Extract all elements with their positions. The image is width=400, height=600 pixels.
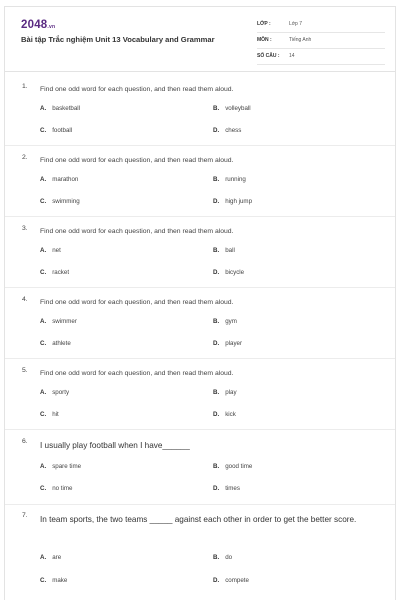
option-text: football bbox=[52, 127, 73, 134]
option-text: spare time bbox=[52, 463, 82, 470]
meta-row-class bbox=[257, 19, 385, 33]
worksheet-meta bbox=[257, 19, 385, 67]
question-text: Find one odd word for each question, and then read them aloud. bbox=[40, 228, 234, 235]
question-text: Find one odd word for each question, and then read them aloud. bbox=[40, 86, 234, 93]
question-divider bbox=[5, 429, 395, 430]
option-b[interactable] bbox=[213, 247, 235, 254]
option-b[interactable] bbox=[213, 463, 252, 470]
option-letter: D. bbox=[213, 340, 220, 347]
logo-suffix: .vn bbox=[47, 24, 56, 30]
option-text: hit bbox=[52, 411, 59, 418]
option-c[interactable] bbox=[40, 269, 69, 276]
worksheet-page bbox=[4, 6, 396, 600]
question-text: I usually play football when I have______ bbox=[40, 441, 190, 450]
meta-value-class: Lớp 7 bbox=[289, 21, 303, 27]
option-letter: A. bbox=[40, 247, 47, 254]
option-b[interactable] bbox=[213, 318, 237, 325]
option-letter: A. bbox=[40, 318, 47, 325]
option-a[interactable] bbox=[40, 318, 77, 325]
option-a[interactable] bbox=[40, 176, 78, 183]
option-text: are bbox=[52, 554, 62, 561]
option-d[interactable] bbox=[213, 269, 244, 276]
option-d[interactable] bbox=[213, 411, 236, 418]
option-a[interactable] bbox=[40, 554, 61, 561]
option-text: sporty bbox=[52, 389, 70, 396]
option-letter: B. bbox=[213, 105, 220, 112]
option-letter: B. bbox=[213, 463, 220, 470]
meta-row-subject bbox=[257, 35, 385, 49]
option-letter: D. bbox=[213, 269, 220, 276]
option-letter: B. bbox=[213, 318, 220, 325]
option-a[interactable] bbox=[40, 389, 69, 396]
option-d[interactable] bbox=[213, 577, 249, 584]
option-text: racket bbox=[52, 269, 70, 276]
question-text: Find one odd word for each question, and then read them aloud. bbox=[40, 370, 234, 377]
meta-value-question-count: 14 bbox=[289, 53, 295, 59]
worksheet-title: Bài tập Trắc nghiệm Unit 13 Vocabulary and Grammar bbox=[21, 35, 215, 44]
question-divider bbox=[5, 504, 395, 505]
question-divider bbox=[5, 145, 395, 146]
option-text: do bbox=[225, 554, 233, 561]
question-divider bbox=[5, 358, 395, 359]
option-letter: B. bbox=[213, 554, 220, 561]
option-b[interactable] bbox=[213, 105, 251, 112]
question-number: 6. bbox=[22, 438, 28, 445]
option-text: net bbox=[52, 247, 61, 254]
option-text: make bbox=[52, 577, 68, 584]
option-text: kick bbox=[225, 411, 236, 418]
option-letter: B. bbox=[213, 389, 220, 396]
option-text: times bbox=[225, 485, 240, 492]
option-c[interactable] bbox=[40, 127, 72, 134]
option-letter: D. bbox=[213, 485, 220, 492]
question-divider bbox=[5, 216, 395, 217]
option-text: gym bbox=[225, 318, 237, 325]
option-letter: C. bbox=[40, 198, 47, 205]
option-text: compete bbox=[225, 577, 249, 584]
option-a[interactable] bbox=[40, 247, 61, 254]
option-text: basketball bbox=[52, 105, 81, 112]
question-text: In team sports, the two teams _____ against each other in order to get the better score. bbox=[40, 515, 357, 524]
question-text: Find one odd word for each question, and then read them aloud. bbox=[40, 157, 234, 164]
option-b[interactable] bbox=[213, 389, 237, 396]
option-letter: B. bbox=[213, 176, 220, 183]
option-letter: C. bbox=[40, 485, 47, 492]
option-text: player bbox=[225, 340, 243, 347]
option-text: bicycle bbox=[225, 269, 245, 276]
option-c[interactable] bbox=[40, 411, 59, 418]
meta-row-question-count bbox=[257, 51, 385, 65]
logo-text: 2048 bbox=[21, 19, 48, 31]
option-d[interactable] bbox=[213, 485, 240, 492]
option-text: high jump bbox=[225, 198, 253, 205]
meta-label-question-count: SỐ CÂU : bbox=[257, 53, 280, 59]
question-number: 2. bbox=[22, 154, 28, 161]
option-text: athlete bbox=[52, 340, 71, 347]
meta-label-subject: MÔN : bbox=[257, 37, 272, 43]
option-c[interactable] bbox=[40, 577, 67, 584]
option-c[interactable] bbox=[40, 340, 71, 347]
option-b[interactable] bbox=[213, 176, 246, 183]
option-letter: D. bbox=[213, 198, 220, 205]
option-letter: A. bbox=[40, 105, 47, 112]
option-text: swimmer bbox=[52, 318, 77, 325]
header-divider bbox=[5, 71, 395, 72]
option-letter: A. bbox=[40, 463, 47, 470]
option-d[interactable] bbox=[213, 127, 241, 134]
option-text: volleyball bbox=[225, 105, 251, 112]
question-number: 1. bbox=[22, 83, 28, 90]
option-letter: A. bbox=[40, 554, 47, 561]
option-text: good time bbox=[225, 463, 253, 470]
option-b[interactable] bbox=[213, 554, 232, 561]
option-text: running bbox=[225, 176, 246, 183]
question-number: 3. bbox=[22, 225, 28, 232]
question-divider bbox=[5, 287, 395, 288]
option-text: chess bbox=[225, 127, 242, 134]
option-letter: A. bbox=[40, 176, 47, 183]
option-text: play bbox=[225, 389, 237, 396]
meta-label-class: LỚP : bbox=[257, 21, 271, 27]
option-letter: B. bbox=[213, 247, 220, 254]
option-d[interactable] bbox=[213, 340, 242, 347]
question-number: 4. bbox=[22, 296, 28, 303]
option-c[interactable] bbox=[40, 485, 72, 492]
option-letter: C. bbox=[40, 127, 47, 134]
question-number: 7. bbox=[22, 512, 28, 519]
option-a[interactable] bbox=[40, 105, 80, 112]
option-letter: D. bbox=[213, 127, 220, 134]
option-letter: D. bbox=[213, 577, 220, 584]
option-letter: C. bbox=[40, 340, 47, 347]
option-text: no time bbox=[52, 485, 73, 492]
worksheet-header bbox=[5, 7, 395, 71]
option-text: swimming bbox=[52, 198, 80, 205]
option-text: ball bbox=[225, 247, 235, 254]
option-letter: C. bbox=[40, 411, 47, 418]
option-letter: C. bbox=[40, 269, 47, 276]
option-letter: C. bbox=[40, 577, 47, 584]
site-logo[interactable] bbox=[21, 19, 55, 31]
option-letter: D. bbox=[213, 411, 220, 418]
option-d[interactable] bbox=[213, 198, 252, 205]
option-letter: A. bbox=[40, 389, 47, 396]
question-number: 5. bbox=[22, 367, 28, 374]
option-c[interactable] bbox=[40, 198, 80, 205]
option-a[interactable] bbox=[40, 463, 81, 470]
option-text: marathon bbox=[52, 176, 79, 183]
question-text: Find one odd word for each question, and then read them aloud. bbox=[40, 299, 234, 306]
meta-value-subject: Tiếng Anh bbox=[289, 37, 312, 43]
